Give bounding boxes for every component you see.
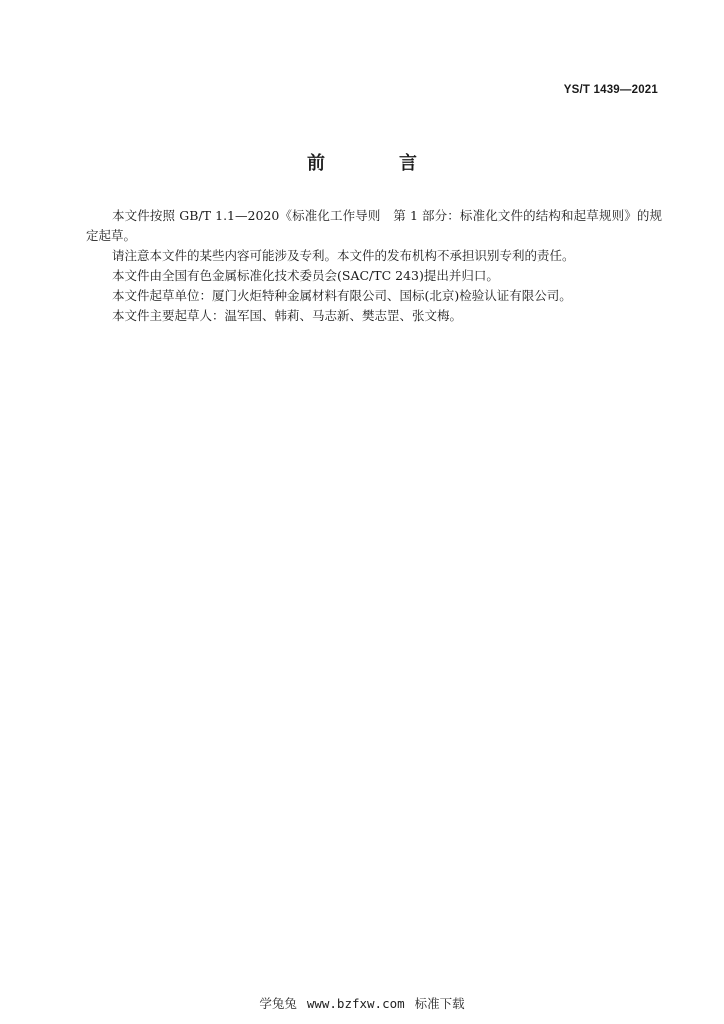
page-title: 前 言 <box>307 153 445 174</box>
footer-site-name: 学兔兔 <box>259 996 297 1011</box>
paragraph-drafting-rules: 本文件按照 GB/T 1.1—2020《标准化工作导则 第 1 部分：标准化文件的结构和起草规则》的规定起草。 <box>86 208 662 243</box>
paragraph-proposer: 本文件由全国有色金属标准化技术委员会(SAC/TC 243)提出并归口。 <box>112 268 499 283</box>
footer-download-label: 标准下载 <box>414 996 465 1011</box>
standard-code: YS/T 1439—2021 <box>563 84 658 96</box>
footer-url[interactable]: www.bzfxw.com <box>306 996 405 1011</box>
foreword-body <box>86 206 662 326</box>
paragraph-drafters: 本文件主要起草人：温军国、韩莉、马志新、樊志罡、张文梅。 <box>112 308 463 323</box>
paragraph-drafting-units: 本文件起草单位：厦门火炬特种金属材料有限公司、国标(北京)检验认证有限公司。 <box>112 288 572 303</box>
footer-watermark <box>0 994 724 1012</box>
paragraph-patent-notice: 请注意本文件的某些内容可能涉及专利。本文件的发布机构不承担识别专利的责任。 <box>112 248 575 263</box>
